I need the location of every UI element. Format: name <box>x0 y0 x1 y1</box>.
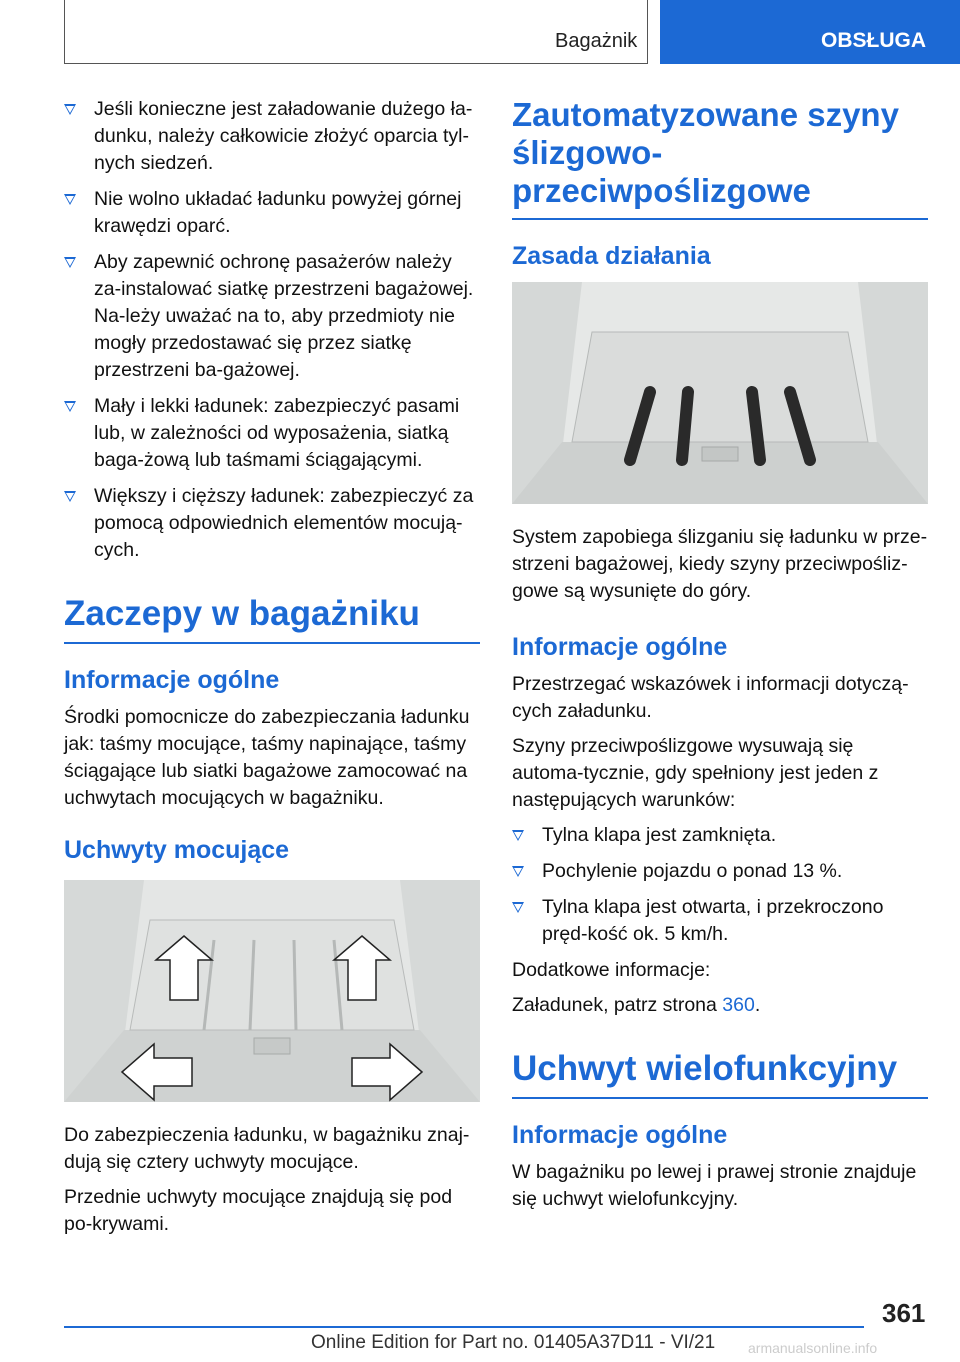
list-item: Większy i cięższy ładunek: zabezpieczyć za pomocą odpowiednich elementów mocują-cych. <box>64 483 480 564</box>
subheading-general-info: Informacje ogólne <box>64 666 280 694</box>
info-text-2: Szyny przeciwpoślizgowe wysuwają się automa-tycznie, gdy spełniony jest jeden z następujących warunków: <box>512 735 879 811</box>
subheading-general-info-3: Informacje ogólne <box>512 1121 728 1149</box>
principle-text: System zapobiega ślizganiu się ładunku w prze-strzeni bagażowej, kiedy szyny przeciwpośliz-gowe są wysunięte do góry. <box>512 526 928 602</box>
list-item: Tylna klapa jest otwarta, i przekroczono pręd-kość ok. 5 km/h. <box>512 894 928 948</box>
left-column <box>64 96 480 1246</box>
triangle-bullet-icon <box>64 257 76 268</box>
triangle-bullet-icon <box>64 401 76 412</box>
section-heading-lashing-eyes: Zaczepy w bagażniku <box>64 594 480 644</box>
info-text-1: Przestrzegać wskazówek i informacji dotyczą-cych załadunku. <box>512 673 909 722</box>
antislip-rails-figure <box>512 282 928 504</box>
triangle-bullet-icon <box>512 902 524 913</box>
subheading-general-info-2: Informacje ogólne <box>512 633 728 661</box>
section-heading-multifunction: Uchwyt wielofunkcyjny <box>512 1049 928 1099</box>
list-item: Jeśli konieczne jest załadowanie dużego ła-dunku, należy całkowicie złożyć oparcia tyl-nych siedzeń. <box>64 96 480 177</box>
multifunction-text: W bagażniku po lewej i prawej stronie znajduje się uchwyt wielofunkcyjny. <box>512 1161 917 1210</box>
subheading-lashing-eyes: Uchwyty mocujące <box>64 836 290 864</box>
precaution-list <box>64 96 480 564</box>
watermark: armanualsonline.info <box>748 1340 878 1356</box>
list-item: Nie wolno układać ładunku powyżej górnej krawędzi oparć. <box>64 186 480 240</box>
list-item: Aby zapewnić ochronę pasażerów należy za-instalować siatkę przestrzeni bagażowej. Na-leży uważać na to, aby przedmioty nie mogły przedostawać się przez siatkę przestrzeni ba-gażowej. <box>64 249 480 384</box>
footer-edition: Online Edition for Part no. 01405A37D11 - VI/21 <box>311 1332 716 1353</box>
triangle-bullet-icon <box>512 830 524 841</box>
conditions-list <box>512 822 928 948</box>
section-heading-antislip-rails: Zautomatyzowane szyny ślizgowo-przeciwpoślizgowe <box>512 96 928 220</box>
reference-line: Załadunek, patrz strona 360. <box>512 994 761 1016</box>
lashing-eyes-text-2: Przednie uchwyty mocujące znajdują się pod po-krywami. <box>64 1186 453 1235</box>
triangle-bullet-icon <box>512 866 524 877</box>
right-column <box>512 96 928 1221</box>
footer-divider <box>64 1326 864 1328</box>
list-item: Mały i lekki ładunek: zabezpieczyć pasami lub, w zależności od wyposażenia, siatką baga-żową lub taśmami ściągającymi. <box>64 393 480 474</box>
list-item: Pochylenie pojazdu o ponad 13 %. <box>512 858 928 885</box>
lashing-eyes-text-1: Do zabezpieczenia ładunku, w bagażniku znaj-dują się cztery uchwyty mocujące. <box>64 1124 470 1173</box>
header-chapter-tab[interactable]: OBSŁUGA <box>660 0 960 64</box>
general-info-text: Środki pomocnicze do zabezpieczania ładunku jak: taśmy mocujące, taśmy napinające, taśmy ściągające lub siatki bagażowe zamocować na uchwytach mocujących w bagażniku. <box>64 706 470 809</box>
list-item: Tylna klapa jest zamknięta. <box>512 822 928 849</box>
header-section-title: Bagażnik <box>555 30 638 52</box>
page-reference-link[interactable]: 360 <box>722 994 755 1016</box>
triangle-bullet-icon <box>64 194 76 205</box>
extra-info-label: Dodatkowe informacje: <box>512 959 711 981</box>
page-number: 361 <box>882 1298 926 1328</box>
triangle-bullet-icon <box>64 104 76 115</box>
lashing-eyes-figure <box>64 880 480 1102</box>
subheading-principle: Zasada działania <box>512 242 711 270</box>
triangle-bullet-icon <box>64 491 76 502</box>
